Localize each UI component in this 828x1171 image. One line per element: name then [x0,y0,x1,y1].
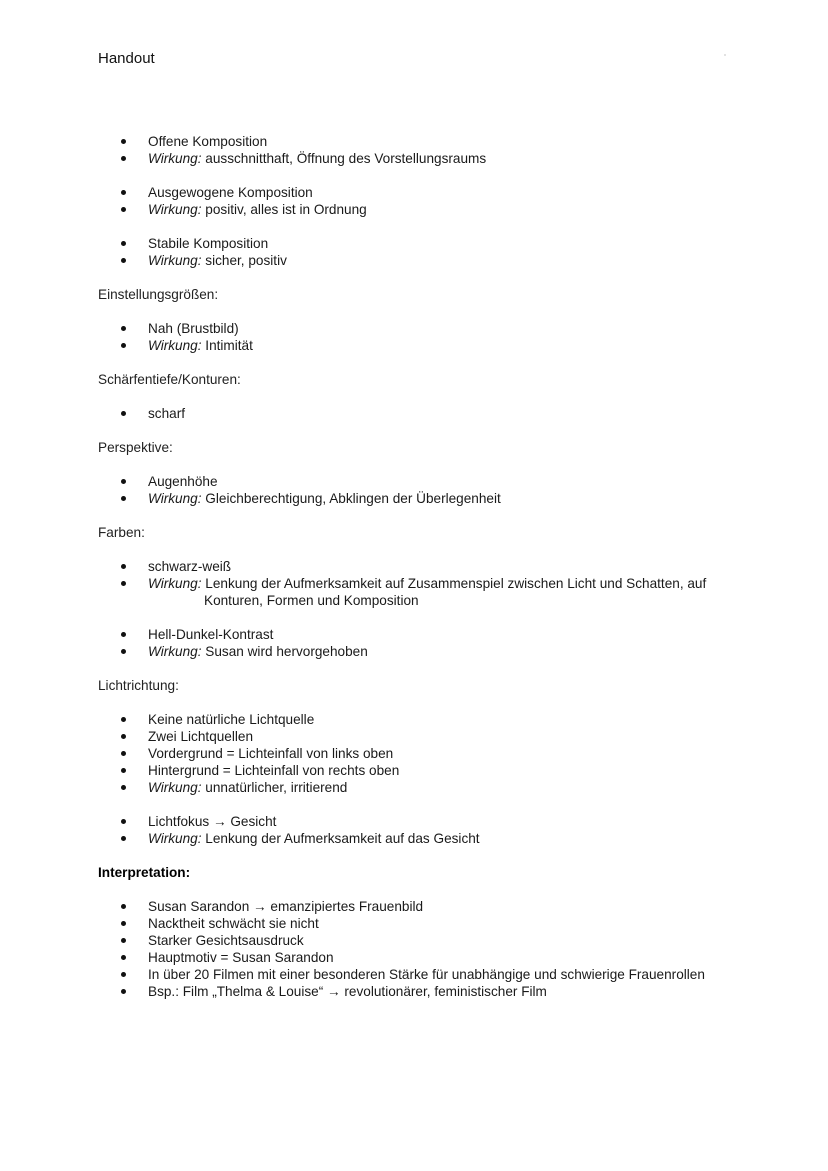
list-item-text: Lichtfokus → Gesicht [148,814,277,829]
list-item [98,133,748,150]
list-item [98,915,748,932]
list-item [98,558,748,575]
list-item-text: Bsp.: Film „Thelma & Louise“ → revolutionärer, feministischer Film [148,984,547,999]
wirkung-label: Wirkung: [148,780,202,795]
bullet-icon [121,921,126,926]
wirkung-label: Wirkung: [148,831,202,846]
bullet-icon [121,785,126,790]
list-item-text: Susan Sarandon → emanzipiertes Frauenbild [148,899,424,914]
bullet-icon [121,343,126,348]
section-heading: Lichtrichtung: [98,678,179,693]
section-heading: Schärfentiefe/Konturen: [98,372,241,387]
list-item [98,813,748,830]
bullet-group [98,813,748,847]
bullet-icon [121,955,126,960]
section-heading: Einstellungsgrößen: [98,287,219,302]
bullet-icon [121,649,126,654]
list-item [98,830,748,847]
list-item [98,235,748,252]
list-item [98,949,748,966]
list-item [98,405,748,422]
list-item [98,320,748,337]
bullet-group [98,898,748,1000]
bullet-icon [121,938,126,943]
bullet-icon [121,564,126,569]
list-item-text: Zwei Lichtquellen [148,729,254,744]
bullet-icon [121,751,126,756]
section-heading: Interpretation: [98,865,191,880]
bullet-icon [121,581,126,586]
list-item-text: Ausgewogene Komposition [148,185,313,200]
wirkung-label: Wirkung: [148,202,202,217]
list-item-text: Stabile Komposition [148,236,269,251]
bullet-group [98,473,748,507]
wirkung-label: Wirkung: [148,576,202,591]
list-item-text: Intimität [205,338,253,353]
bullet-group [98,320,748,354]
list-item [98,337,748,354]
list-item-text: sicher, positiv [205,253,287,268]
list-item [98,473,748,490]
page-title: Handout [98,50,155,67]
bullet-icon [121,717,126,722]
bullet-icon [121,190,126,195]
list-item [98,745,748,762]
bullet-group [98,184,748,218]
list-item-text: Gleichberechtigung, Abklingen der Überlegenheit [205,491,501,506]
list-item [98,626,748,643]
list-item-text: Keine natürliche Lichtquelle [148,712,315,727]
list-item [98,779,748,796]
wirkung-label: Wirkung: [148,491,202,506]
list-item [98,184,748,201]
list-item-continuation: Konturen, Formen und Komposition [204,593,419,608]
bullet-icon [121,632,126,637]
list-item [98,711,748,728]
list-item-text: Offene Komposition [148,134,268,149]
bullet-group [98,711,748,796]
bullet-icon [121,411,126,416]
list-item [98,762,748,779]
bullet-icon [121,241,126,246]
bullet-icon [121,496,126,501]
list-item [98,201,748,218]
list-item-text: Lenkung der Aufmerksamkeit auf Zusammenspiel zwischen Licht und Schatten, auf [205,576,707,591]
bullet-icon [121,734,126,739]
list-item [98,490,748,507]
bullet-icon [121,207,126,212]
bullet-icon [121,139,126,144]
list-item-text: ausschnitthaft, Öffnung des Vorstellungsraums [205,151,487,166]
bullet-icon [121,156,126,161]
list-item-text: unnatürlicher, irritierend [205,780,348,795]
document-body [98,133,748,1017]
list-item [98,932,748,949]
list-item-text: Nacktheit schwächt sie nicht [148,916,319,931]
wirkung-label: Wirkung: [148,644,202,659]
decorative-dot [724,54,726,56]
section-heading: Farben: [98,525,145,540]
list-item [98,643,748,660]
list-item [98,983,748,1000]
list-item-text: Vordergrund = Lichteinfall von links oben [148,746,394,761]
bullet-icon [121,904,126,909]
bullet-icon [121,258,126,263]
bullet-icon [121,836,126,841]
bullet-icon [121,326,126,331]
bullet-icon [121,989,126,994]
bullet-group [98,405,748,422]
wirkung-label: Wirkung: [148,253,202,268]
list-item [98,898,748,915]
list-item-text: Nah (Brustbild) [148,321,239,336]
list-item-text: Starker Gesichtsausdruck [148,933,304,948]
section-heading: Perspektive: [98,440,173,455]
bullet-icon [121,972,126,977]
list-item [98,966,748,983]
list-item-text: Hauptmotiv = Susan Sarandon [148,950,334,965]
list-item-text: Hintergrund = Lichteinfall von rechts oben [148,763,400,778]
list-item [98,252,748,269]
list-item-text: Susan wird hervorgehoben [205,644,368,659]
list-item-text: In über 20 Filmen mit einer besonderen Stärke für unabhängige und schwierige Frauenrollen [148,967,705,982]
bullet-group [98,558,748,609]
wirkung-label: Wirkung: [148,151,202,166]
list-item-text: positiv, alles ist in Ordnung [205,202,367,217]
bullet-icon [121,819,126,824]
list-item [98,575,748,609]
list-item-text: Augenhöhe [148,474,218,489]
bullet-group [98,235,748,269]
bullet-group [98,626,748,660]
list-item [98,150,748,167]
list-item-text: schwarz-weiß [148,559,232,574]
list-item [98,728,748,745]
bullet-icon [121,768,126,773]
list-item-text: Hell-Dunkel-Kontrast [148,627,274,642]
bullet-icon [121,479,126,484]
list-item-text: Lenkung der Aufmerksamkeit auf das Gesicht [205,831,480,846]
list-item-text: scharf [148,406,186,421]
wirkung-label: Wirkung: [148,338,202,353]
bullet-group [98,133,748,167]
